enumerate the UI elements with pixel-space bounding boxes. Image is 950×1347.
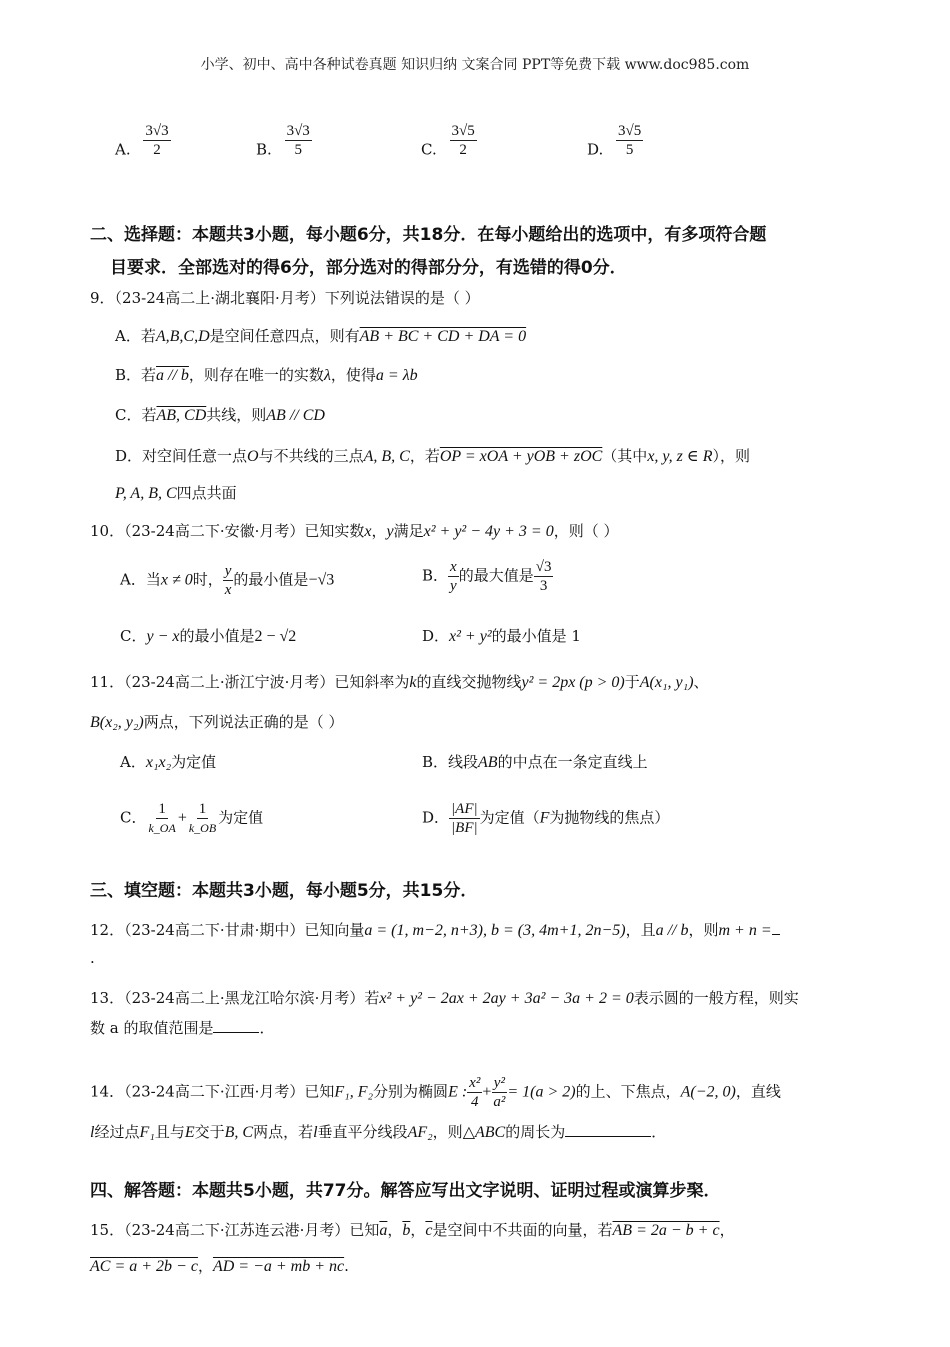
numerator: 3√5 (451, 123, 475, 139)
text: ，若 (409, 447, 440, 465)
math: x₁x₂ (145, 754, 172, 771)
math: O (247, 448, 259, 465)
text: B． (422, 566, 449, 585)
math: OP = xOA + yOB + zOC (439, 448, 603, 465)
numerator: y (224, 563, 232, 579)
q11-stem (90, 670, 709, 695)
text: 表示圆的一般方程，则实 (633, 989, 799, 1007)
text: C．若 (115, 406, 157, 424)
text: 时， (192, 570, 223, 589)
text: 的中点在一条定直线上 (497, 753, 648, 771)
numerator: x (450, 559, 457, 575)
math: a // b (156, 367, 189, 384)
section4-heading: 四、解答题：本题共5小题，共77分。解答应写出文字说明、证明过程或演算步棸． (90, 1181, 721, 1201)
text: A．若 (115, 327, 156, 345)
option-label: D. (587, 140, 604, 159)
text: 分别为椭圆 (373, 1082, 449, 1101)
q9-option-a (115, 324, 526, 349)
math: a = (1, m−2, n+3), b = (3, 4m+1, 2n−5) (364, 922, 626, 939)
q12-stem (90, 918, 780, 943)
text: 满足 (393, 522, 424, 540)
math: x² + y² − 4y + 3 = 0 (423, 523, 554, 540)
text: 交于 (194, 1123, 225, 1141)
math: AC = a + 2b − c (90, 1258, 198, 1275)
denominator: y (450, 578, 457, 594)
denominator: k_OA (148, 821, 176, 835)
text: 与不共线的三点 (258, 447, 364, 465)
math: AF₂ (407, 1124, 433, 1141)
q11-option-a (120, 750, 216, 775)
text: ），则 (712, 447, 750, 465)
numerator: √3 (535, 559, 552, 575)
answer-blank[interactable] (565, 1136, 651, 1137)
math: k (409, 674, 417, 691)
q8-option-a (115, 123, 171, 169)
text: B．线段 (422, 753, 479, 771)
text: C． (120, 808, 147, 827)
math: −√3 (308, 571, 335, 589)
denominator: k_OB (188, 821, 217, 835)
math: △ABC (462, 1124, 506, 1141)
math: F₁, F₂ (334, 1083, 374, 1101)
text: 是空间中不共面的向量，若 (432, 1221, 613, 1239)
q8-option-b (256, 123, 312, 169)
option-label: C. (421, 140, 437, 159)
q11-option-b (422, 750, 648, 775)
answer-blank[interactable] (213, 1032, 259, 1033)
q8-option-c (421, 123, 477, 169)
math: F₁ (139, 1124, 155, 1141)
numerator: 3√3 (145, 123, 169, 139)
q14-stem (90, 1074, 781, 1111)
text: ， (719, 1221, 735, 1239)
math: A(−2, 0) (680, 1083, 736, 1101)
text: D． (422, 808, 450, 827)
fraction (450, 122, 477, 159)
fraction (467, 1074, 482, 1111)
q9-option-b (115, 363, 418, 388)
denominator: x (224, 582, 232, 598)
q10-option-c (120, 624, 296, 649)
math: A(x₁, y₁) (639, 674, 694, 691)
text: 为抛物线的焦点） (549, 808, 670, 827)
math: x (364, 523, 372, 540)
numerator: 1 (158, 801, 166, 817)
denominator: a² (493, 1094, 506, 1110)
fraction (534, 558, 554, 595)
text: （其中 (602, 447, 648, 465)
section2-heading-line1: 二、选择题：本题共3小题，每小题6分，共18分．在每小题给出的选项中，有多项符合题 (90, 225, 767, 245)
math: = 1(a > 2) (507, 1083, 576, 1101)
text: 的最小值是 1 (491, 627, 581, 645)
text: ， (371, 522, 387, 540)
option-label: B. (256, 140, 272, 159)
text: 是空间任意四点，则有 (209, 327, 360, 345)
text: 的上、下焦点， (575, 1082, 681, 1101)
math: a // b (655, 922, 689, 939)
text: 14．（23-24高二下·江西·月考）已知 (90, 1082, 335, 1101)
q14-line2 (90, 1120, 666, 1145)
numerator: y² (493, 1075, 505, 1091)
denominator: 5 (294, 142, 302, 158)
math: λ (323, 367, 331, 384)
math: l (313, 1124, 318, 1141)
fraction (146, 800, 177, 837)
math: $\overline{c}$ (425, 1222, 433, 1239)
math: AB, CD (156, 407, 207, 424)
q13-line2 (90, 1016, 275, 1040)
math: l (90, 1124, 95, 1141)
text: 为定值 (171, 753, 217, 771)
text: 共线，则 (206, 406, 267, 424)
text: ，则 (688, 921, 719, 939)
math: B, C (224, 1124, 254, 1141)
text: ，则 (432, 1123, 463, 1141)
math: AD = −a + mb + nc (212, 1258, 345, 1275)
text: 经过点 (94, 1123, 140, 1141)
math: m + n = (718, 922, 772, 939)
text: 15．（23-24高二下·江苏连云港·月考）已知 (90, 1221, 380, 1239)
text: 的周长为 (505, 1123, 566, 1141)
fraction (143, 122, 170, 159)
text: 数 a 的取值范围是 (90, 1019, 214, 1037)
fraction (285, 122, 312, 159)
math: B(x₂, y₂) (90, 714, 144, 731)
text: 两点，下列说法正确的是（ ） (143, 713, 344, 731)
q11-stem-line2 (90, 710, 344, 735)
text: 四点共面 (176, 484, 237, 502)
text: 为定值 (218, 808, 264, 827)
q15-line2 (90, 1254, 349, 1279)
text: 的直线交抛物线 (416, 673, 522, 691)
text: ，则（ ） (553, 522, 619, 540)
math: x ≠ 0 (160, 571, 193, 589)
text: . (344, 1257, 349, 1275)
text: ． (651, 1123, 667, 1141)
denominator: 5 (625, 142, 634, 158)
numerator: 3√5 (618, 123, 642, 139)
math: $\overline{a}$ (379, 1222, 388, 1239)
text: 两点，若 (253, 1123, 314, 1141)
text: D． (422, 627, 450, 645)
text: ，直线 (735, 1082, 781, 1101)
q13-stem (90, 986, 799, 1011)
q10-option-d (422, 624, 581, 649)
math: AB + BC + CD + DA = 0 (359, 328, 527, 345)
text: ． (259, 1019, 275, 1037)
math: y − x (146, 628, 180, 645)
q9-option-c (115, 403, 325, 428)
q11-option-c (120, 800, 263, 837)
text: 且与 (154, 1123, 185, 1141)
q8-option-d (587, 123, 643, 169)
q10-stem (90, 519, 619, 544)
section2-heading-line2: 目要求．全部选对的得6分，部分选对的得部分分，有选错的得0分． (110, 258, 627, 278)
text: ，则存在唯一的实数 (188, 366, 324, 384)
denominator: 2 (153, 142, 161, 158)
math: AB // CD (266, 407, 325, 424)
math: AB (478, 754, 498, 771)
math: x² + y² − 2ax + 2ay + 3a² − 3a + 2 = 0 (379, 990, 634, 1007)
text: 的最小值是 (179, 627, 255, 645)
text: B．若 (115, 366, 157, 384)
text: ， (387, 1221, 403, 1239)
q9-option-d-line2 (115, 481, 237, 506)
text: ， (197, 1257, 213, 1275)
answer-blank[interactable] (772, 934, 780, 935)
q11-option-d (422, 800, 669, 837)
denominator: 4 (471, 1094, 479, 1110)
text: 13．（23-24高二上·黑龙江哈尔滨·月考）若 (90, 989, 380, 1007)
math: + (177, 809, 187, 827)
text: A．当 (120, 570, 161, 589)
q15-stem (90, 1218, 735, 1243)
text: 的最大值是 (458, 566, 534, 585)
page-header: 小学、初中、高中各种试卷真题 知识归纳 文案合同 PPT等免费下载 www.doc985.com (200, 57, 750, 73)
math: F (539, 809, 550, 827)
q9-option-d (115, 444, 750, 469)
text: 于 (624, 673, 640, 691)
fraction (491, 1074, 507, 1111)
text: A． (120, 753, 146, 771)
text: 为定值（ (479, 808, 540, 827)
numerator: 3√3 (286, 123, 310, 139)
math: x, y, z ∈ R (647, 448, 713, 465)
math: y (386, 523, 394, 540)
fraction (448, 558, 459, 595)
q9-stem: 9．（23-24高二上·湖北襄阳·月考）下列说法错误的是（ ） (90, 289, 480, 307)
text: 11．（23-24高二上·浙江宁波·月考）已知斜率为 (90, 673, 410, 691)
fraction (616, 122, 643, 159)
numerator: 1 (198, 801, 207, 817)
math: E (184, 1124, 195, 1141)
math: P, A, B, C (115, 485, 177, 502)
text: ， (410, 1221, 426, 1239)
math: E : (448, 1083, 468, 1101)
text: ，且 (625, 921, 656, 939)
text: 垂直平分线段 (317, 1123, 408, 1141)
numerator: |AF| (451, 801, 478, 817)
math: AB = 2a − b + c (612, 1222, 720, 1239)
text: ，使得 (330, 366, 376, 384)
denominator: 3 (539, 578, 548, 594)
math: y² = 2px (p > 0) (521, 674, 625, 691)
math: x² + y² (449, 628, 492, 645)
text: D．对空间任意一点 (115, 447, 248, 465)
text: C． (120, 627, 147, 645)
denominator: |BF| (451, 820, 478, 836)
math: + (482, 1083, 492, 1101)
q10-option-a (120, 562, 334, 599)
fraction (449, 800, 480, 837)
text: 的最小值是 (233, 570, 309, 589)
math: A,B,C,D (155, 328, 210, 345)
q10-option-b (422, 558, 553, 595)
text: 10．（23-24高二下·安徽·月考）已知实数 (90, 522, 365, 540)
q12-line2: . (90, 949, 95, 967)
math: a = λb (375, 367, 418, 384)
math: 2 − √2 (254, 628, 297, 645)
fraction (187, 800, 218, 837)
math: A, B, C (363, 448, 410, 465)
fraction (223, 562, 234, 599)
math: $\overline{b}$ (402, 1222, 411, 1239)
text: 、 (693, 673, 709, 691)
text: 12．（23-24高二下·甘肃·期中）已知向量 (90, 921, 365, 939)
numerator: x² (469, 1075, 481, 1091)
option-label: A. (115, 140, 131, 159)
section3-heading: 三、填空题：本题共3小题，每小题5分，共15分． (90, 881, 478, 901)
denominator: 2 (459, 142, 467, 158)
